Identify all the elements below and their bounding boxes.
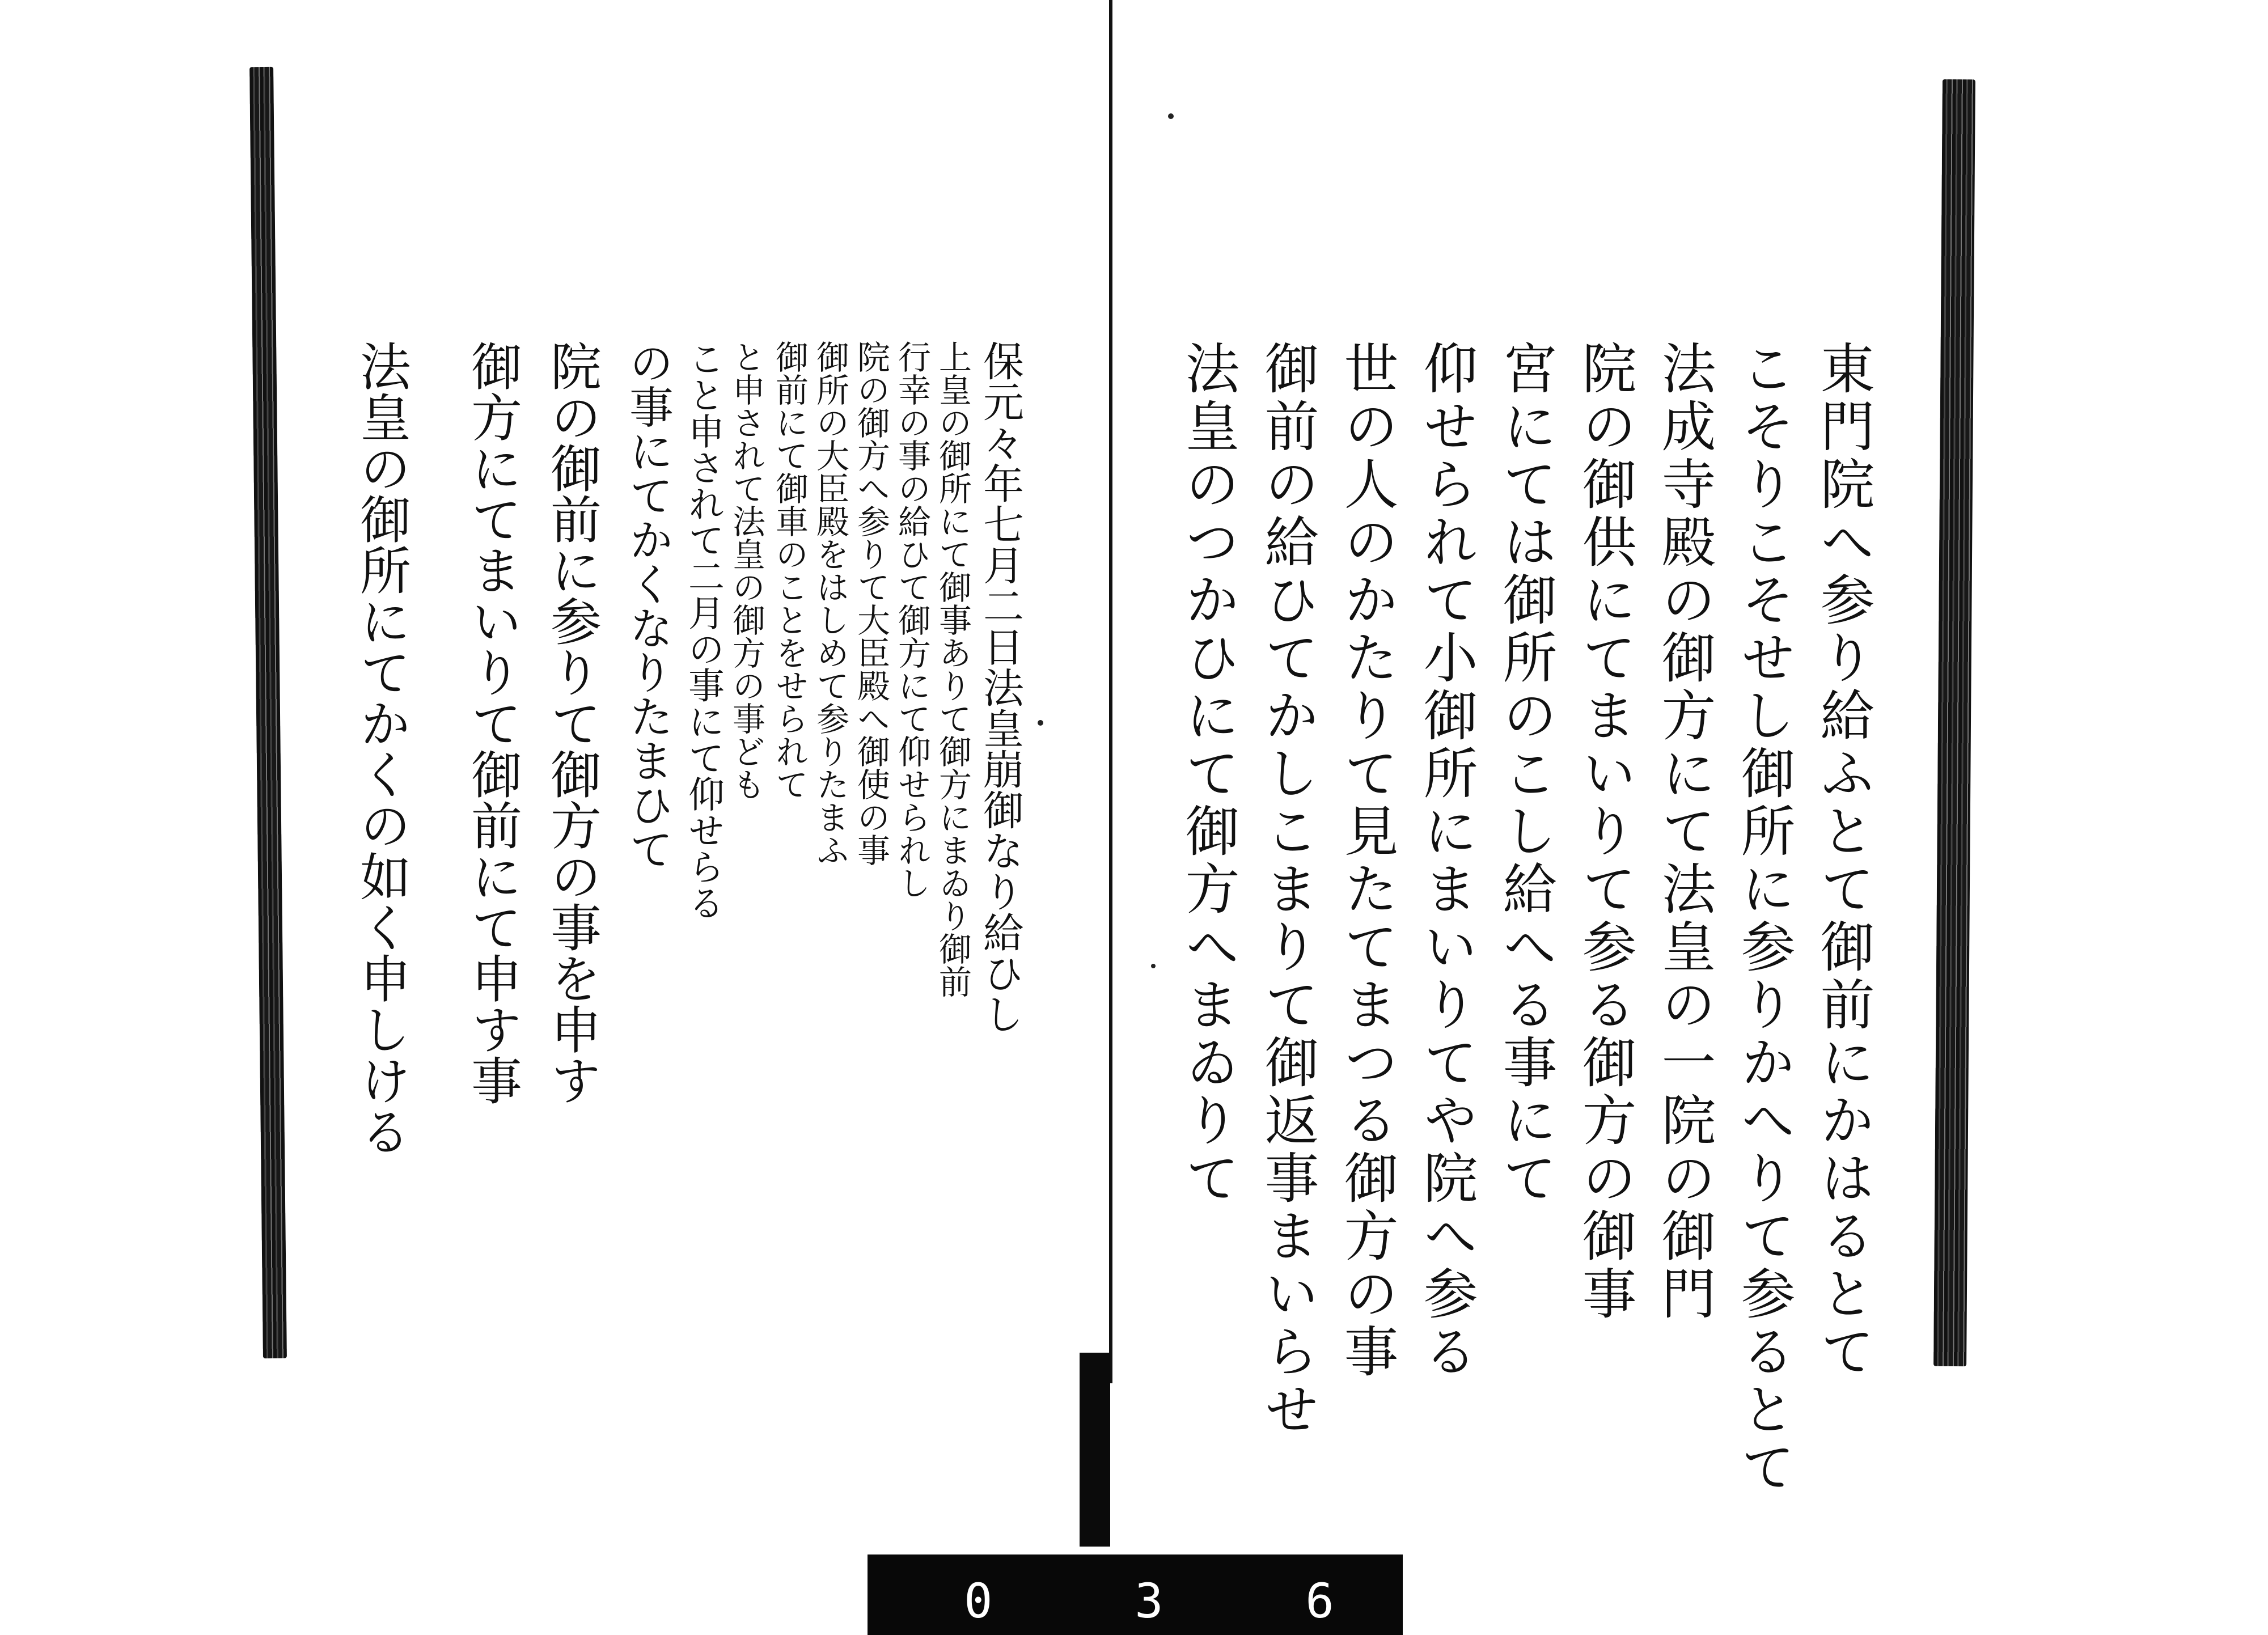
left-page-text <box>352 340 1032 1315</box>
right-page-edge <box>1933 79 1975 1366</box>
right-page-text <box>1168 340 1882 1497</box>
left-text-column: の事にてかくなりたまひて <box>622 340 673 871</box>
right-text-column: 法皇のつかひにて御方へまゐりて <box>1177 340 1240 1208</box>
left-text-column: 法皇の御所にてかくの如く申しける <box>351 340 411 1157</box>
book-spine-gutter <box>1109 0 1112 1383</box>
ink-speck <box>1038 720 1043 726</box>
left-text-column: 御前にて御車のことをせられて <box>770 340 809 800</box>
right-text-column: 法成寺殿の御方にて法皇の一院の御門 <box>1653 340 1716 1323</box>
right-text-column: 世の人のかたりて見たてまつる御方の事 <box>1335 340 1399 1381</box>
right-text-column: 御前の給ひてかしこまりて御返事まいらせ <box>1256 340 1319 1439</box>
spine-shadow-block <box>1080 1353 1110 1547</box>
left-text-column: 行幸の事の給ひて御方にて仰せられし <box>892 340 931 899</box>
ink-speck <box>1151 964 1156 968</box>
left-text-column: 上皇の御所にて御事ありて御方にまゐり御前 <box>933 340 972 998</box>
page-number: 0 3 6 1 <box>964 1573 1562 1629</box>
left-text-column: 院の御方へ参りて大臣殿へ御使の事 <box>852 340 890 866</box>
right-text-column: 宮にては御所のこし給へる事にて <box>1494 340 1558 1208</box>
left-text-column: 御方にてまいりて御前にて申す事 <box>462 340 522 1105</box>
left-text-column: と申されて法皇の御方の事ども <box>727 340 765 800</box>
right-text-column: こそりこそせし御所に参りかへりて参るとて <box>1732 340 1796 1497</box>
left-page-edge <box>249 67 287 1358</box>
left-text-column: 院の御前に参りて御方の事を申す <box>541 340 601 1105</box>
right-text-column: 仰せられて小御所にまいりてや院へ参る <box>1415 340 1478 1381</box>
left-text-column: 御所の大臣殿をはしめて参りたまふ <box>811 340 849 866</box>
left-text-column: 保元々年七月二日法皇崩御なり給ひし <box>976 340 1024 1034</box>
right-text-column: 院の御供にてまいりて参る御方の御事 <box>1573 340 1637 1323</box>
right-text-column: 東門院へ参り給ふとて御前にかはるとて <box>1812 340 1875 1381</box>
left-text-column: こと申されて二月の事にて仰せらる <box>682 340 724 921</box>
ink-speck <box>1168 113 1174 119</box>
